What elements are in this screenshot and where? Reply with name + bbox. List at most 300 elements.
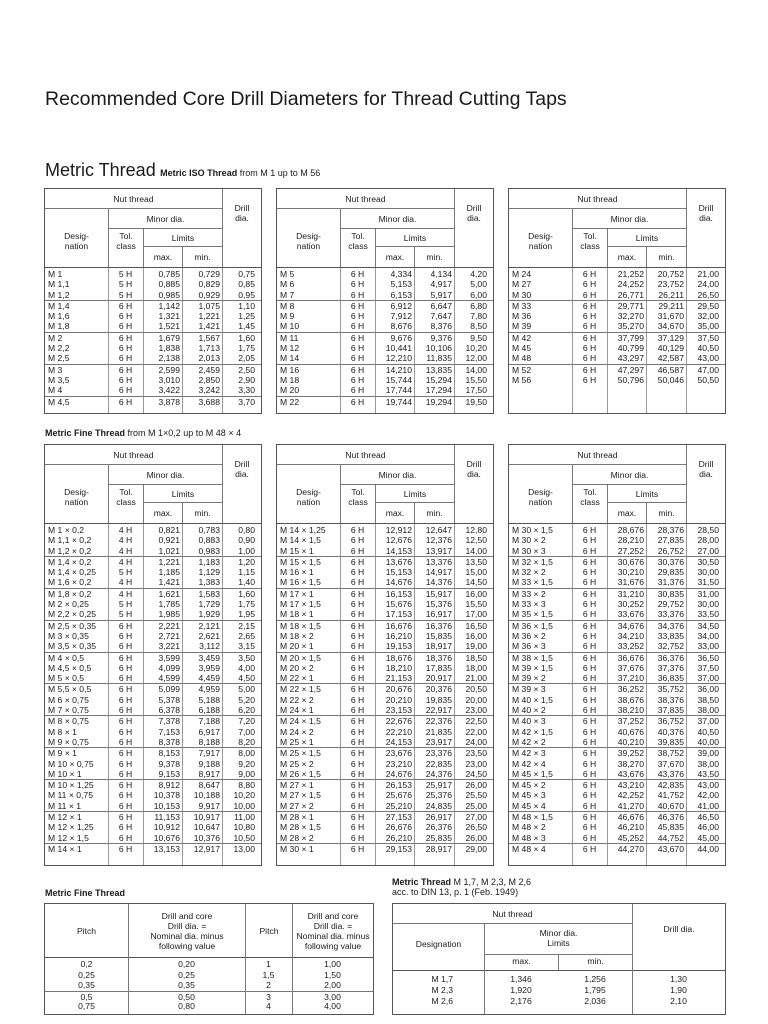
designation-cell: M 27 bbox=[512, 279, 532, 290]
designation-cell: M 15 × 1,5 bbox=[280, 556, 321, 567]
table-row bbox=[277, 577, 493, 587]
tol-class-cell: 6 H bbox=[582, 620, 597, 631]
drill-cell: 1,95 bbox=[238, 609, 255, 620]
designation-cell: M 1,4 bbox=[48, 300, 70, 311]
min-cell: 45,835 bbox=[657, 822, 684, 833]
table-row bbox=[277, 747, 493, 758]
table-row bbox=[509, 609, 725, 619]
tol-class-cell: 6 H bbox=[350, 279, 365, 290]
table-row bbox=[45, 609, 261, 619]
din-minor-label: Minor dia. bbox=[539, 928, 578, 938]
max-cell: 10,676 bbox=[153, 832, 180, 843]
table-row bbox=[45, 779, 261, 790]
designation-cell: M 14 × 1,25 bbox=[280, 525, 326, 535]
tol-class-cell: 6 H bbox=[118, 300, 133, 311]
max-header: max. bbox=[375, 247, 414, 267]
table-row bbox=[509, 759, 725, 769]
fine-thread-table-2 bbox=[276, 444, 494, 866]
max-cell: 16,676 bbox=[385, 620, 412, 631]
din13-table bbox=[392, 903, 726, 1015]
tol-class-cell: 6 H bbox=[582, 269, 597, 279]
max-cell: 12,676 bbox=[385, 535, 412, 546]
min-header: min. bbox=[414, 247, 454, 267]
drill-cell: 3,30 bbox=[238, 385, 255, 396]
min-cell: 4,917 bbox=[430, 279, 452, 290]
nut-thread-header: Nut thread bbox=[277, 189, 454, 209]
max-cell: 30,676 bbox=[617, 556, 644, 567]
max-cell: 9,676 bbox=[390, 332, 412, 343]
designation-cell: M 42 × 1,5 bbox=[512, 726, 553, 737]
drill-cell: 38,50 bbox=[697, 694, 719, 705]
min-cell: 28,376 bbox=[657, 525, 684, 535]
max-cell: 7,153 bbox=[158, 726, 180, 737]
drill-cell: 5,00 bbox=[238, 684, 255, 695]
min-cell: 23,376 bbox=[425, 748, 452, 759]
table-row bbox=[277, 290, 493, 300]
max-cell: 13,153 bbox=[153, 843, 180, 854]
tol-class-cell: 6 H bbox=[582, 812, 597, 823]
designation-cell: M 14 bbox=[280, 353, 300, 364]
drill-header-2-line-4: following value bbox=[304, 940, 362, 951]
table-row bbox=[277, 663, 493, 673]
min-cell: 50,046 bbox=[657, 374, 684, 385]
min-cell: 7,188 bbox=[198, 716, 220, 727]
tol-class-cell: 6 H bbox=[118, 716, 133, 727]
tol-class-cell: 6 H bbox=[582, 790, 597, 801]
min-cell: 25,376 bbox=[425, 790, 452, 801]
designation-cell: M 4,5 bbox=[48, 396, 70, 407]
drill-header-2-line-1: Drill and core bbox=[307, 910, 359, 921]
designation-cell: M 3,5 bbox=[48, 374, 70, 385]
drill-cell: 3,50 bbox=[238, 652, 255, 663]
drill-cell: 10,20 bbox=[233, 790, 255, 801]
tol-class-cell: 6 H bbox=[350, 726, 365, 737]
min-cell: 36,835 bbox=[657, 673, 684, 684]
min-cell: 1,929 bbox=[198, 609, 220, 620]
table-row bbox=[45, 535, 261, 545]
tol-class-header: Tol. class bbox=[572, 229, 607, 267]
fine-thread-table-3 bbox=[508, 444, 726, 866]
tol-class-cell: 6 H bbox=[350, 662, 365, 673]
min-cell: 1,795 bbox=[584, 985, 606, 995]
tol-class-cell: 6 H bbox=[350, 269, 365, 279]
max-cell: 23,153 bbox=[385, 705, 412, 716]
designation-cell: M 10 bbox=[280, 321, 300, 332]
table-row bbox=[45, 811, 261, 822]
designation-cell: M 48 × 2 bbox=[512, 822, 546, 833]
table-row bbox=[509, 652, 725, 663]
tol-class-cell: 6 H bbox=[582, 321, 597, 332]
tol-class-cell: 6 H bbox=[582, 800, 597, 811]
max-cell: 39,252 bbox=[617, 748, 644, 759]
designation-cell: M 6 × 0,75 bbox=[48, 694, 89, 705]
min-cell: 10,188 bbox=[193, 790, 220, 801]
max-cell: 38,270 bbox=[617, 758, 644, 769]
drill-cell: 27,00 bbox=[697, 545, 719, 556]
table-row bbox=[509, 364, 725, 375]
max-cell: 22,210 bbox=[385, 726, 412, 737]
max-cell: 1,621 bbox=[158, 588, 180, 599]
table-row bbox=[509, 588, 725, 599]
max-cell: 8,153 bbox=[158, 748, 180, 759]
drill-cell: 24,00 bbox=[465, 736, 487, 747]
tol-class-cell: 6 H bbox=[118, 758, 133, 769]
max-cell: 8,378 bbox=[158, 736, 180, 747]
tol-class-cell: 4 H bbox=[118, 545, 133, 556]
table-row bbox=[45, 673, 261, 683]
tol-class-header: Tol. class bbox=[108, 485, 143, 523]
designation-header: Desig- nation bbox=[528, 487, 553, 507]
min-cell: 18,376 bbox=[425, 652, 452, 663]
pitch-cell: 1,5 bbox=[262, 969, 275, 980]
limits-header: Limits bbox=[607, 485, 686, 503]
min-cell: 30,376 bbox=[657, 556, 684, 567]
limits-header: Limits bbox=[607, 229, 686, 247]
tol-class-cell: 6 H bbox=[582, 832, 597, 843]
min-cell: 6,917 bbox=[198, 726, 220, 737]
minor-dia-header: Minor dia. bbox=[108, 465, 222, 485]
tol-class-cell: 6 H bbox=[118, 311, 133, 322]
drill-cell: 4,50 bbox=[238, 673, 255, 684]
tol-class-cell: 6 H bbox=[582, 822, 597, 833]
designation-cell: M 2,6 bbox=[431, 996, 453, 1006]
designation-cell: M 30 × 1,5 bbox=[512, 525, 553, 535]
drill-dia-header: Drill dia. bbox=[222, 445, 261, 523]
drill-cell: 1,15 bbox=[238, 567, 255, 578]
designation-cell: M 10 × 0,75 bbox=[48, 758, 94, 769]
drill-cell: 10,50 bbox=[233, 832, 255, 843]
designation-cell: M 30 × 1 bbox=[280, 843, 314, 854]
designation-cell: M 25 × 1 bbox=[280, 736, 314, 747]
drill-cell: 1,75 bbox=[238, 599, 255, 610]
table-row bbox=[45, 705, 261, 715]
tol-class-cell: 6 H bbox=[350, 535, 365, 546]
max-cell: 12,912 bbox=[385, 525, 412, 535]
tol-class-cell: 6 H bbox=[350, 812, 365, 823]
max-cell: 19,153 bbox=[385, 641, 412, 652]
designation-cell: M 1,8 bbox=[48, 321, 70, 332]
table-row bbox=[509, 833, 725, 843]
drill-cell: 0,90 bbox=[238, 535, 255, 546]
tol-class-cell: 6 H bbox=[582, 343, 597, 354]
max-cell: 16,210 bbox=[385, 630, 412, 641]
min-cell: 10,917 bbox=[193, 812, 220, 823]
table-row bbox=[509, 300, 725, 311]
table-row bbox=[45, 290, 261, 300]
designation-cell: M 28 × 2 bbox=[280, 832, 314, 843]
max-cell: 40,210 bbox=[617, 736, 644, 747]
min-header: min. bbox=[414, 503, 454, 523]
min-cell: 20,917 bbox=[425, 673, 452, 684]
table-row bbox=[509, 290, 725, 300]
min-cell: 1,221 bbox=[198, 311, 220, 322]
table-row bbox=[45, 269, 261, 279]
drill-cell: 4,00 bbox=[238, 662, 255, 673]
designation-header: Desig- nation bbox=[64, 487, 89, 507]
pitch-cell: 2 bbox=[266, 980, 271, 991]
table-row bbox=[277, 599, 493, 609]
drill-cell: 29,50 bbox=[697, 300, 719, 311]
max-cell: 18,676 bbox=[385, 652, 412, 663]
tol-class-cell: 6 H bbox=[350, 736, 365, 747]
drill-header-1-line-3: Nominal dia. minus bbox=[150, 930, 224, 941]
pitch-cell: 3 bbox=[266, 991, 271, 1002]
min-cell: 46,376 bbox=[657, 812, 684, 823]
max-cell: 4,599 bbox=[158, 673, 180, 684]
drill-cell: 32,00 bbox=[697, 311, 719, 322]
max-cell: 36,676 bbox=[617, 652, 644, 663]
min-cell: 2,850 bbox=[198, 374, 220, 385]
table-row bbox=[277, 343, 493, 353]
drill-cell: 18,50 bbox=[465, 652, 487, 663]
tol-class-cell: 4 H bbox=[118, 525, 133, 535]
min-cell: 37,835 bbox=[657, 705, 684, 716]
tol-class-cell: 6 H bbox=[582, 768, 597, 779]
table-row bbox=[277, 279, 493, 289]
designation-cell: M 4,5 × 0,5 bbox=[48, 662, 92, 673]
tol-class-cell: 6 H bbox=[350, 620, 365, 631]
designation-cell: M 9 bbox=[280, 311, 295, 322]
designation-cell: M 17 × 1 bbox=[280, 588, 314, 599]
table-row bbox=[45, 620, 261, 631]
designation-cell: M 1,2 × 0,2 bbox=[48, 545, 92, 556]
max-cell: 15,676 bbox=[385, 599, 412, 610]
drill-cell: 26,00 bbox=[465, 832, 487, 843]
max-cell: 1,346 bbox=[510, 974, 532, 984]
tol-class-cell: 6 H bbox=[118, 652, 133, 663]
tol-class-cell: 6 H bbox=[350, 300, 365, 311]
tol-class-cell: 6 H bbox=[118, 343, 133, 354]
min-cell: 34,376 bbox=[657, 620, 684, 631]
tol-class-cell: 6 H bbox=[118, 780, 133, 791]
max-cell: 1,185 bbox=[158, 567, 180, 578]
drill-cell: 20,50 bbox=[465, 684, 487, 695]
drill-cell: 38,00 bbox=[697, 758, 719, 769]
max-cell: 2,721 bbox=[158, 630, 180, 641]
drill-cell: 37,00 bbox=[697, 716, 719, 727]
tol-class-cell: 5 H bbox=[118, 599, 133, 610]
table-row bbox=[277, 769, 493, 779]
tol-class-cell: 6 H bbox=[118, 705, 133, 716]
table-row bbox=[277, 535, 493, 545]
designation-cell: M 20 × 1 bbox=[280, 641, 314, 652]
max-cell: 36,252 bbox=[617, 684, 644, 695]
min-cell: 19,835 bbox=[425, 694, 452, 705]
section-din-note: acc. to DIN 13, p. 1 (Feb. 1949) bbox=[392, 887, 519, 897]
designation-cell: M 42 × 4 bbox=[512, 758, 546, 769]
max-cell: 3,878 bbox=[158, 396, 180, 407]
designation-cell: M 1,6 × 0,2 bbox=[48, 577, 92, 588]
drill-cell: 16,00 bbox=[465, 588, 487, 599]
designation-cell: M 11 × 1 bbox=[48, 800, 82, 811]
max-cell: 30,252 bbox=[617, 599, 644, 610]
table-row bbox=[509, 269, 725, 279]
tol-class-cell: 6 H bbox=[350, 684, 365, 695]
drill-header-2 bbox=[292, 904, 373, 957]
min-cell: 15,917 bbox=[425, 588, 452, 599]
tol-class-cell: 6 H bbox=[350, 588, 365, 599]
table-row bbox=[277, 843, 493, 854]
table-row bbox=[509, 747, 725, 758]
tol-class-cell: 6 H bbox=[582, 311, 597, 322]
min-cell: 43,670 bbox=[657, 843, 684, 854]
tol-class-cell: 6 H bbox=[582, 736, 597, 747]
tol-class-cell: 6 H bbox=[582, 588, 597, 599]
min-cell: 3,112 bbox=[199, 641, 220, 652]
drill-cell: 12,80 bbox=[465, 525, 487, 535]
min-cell: 36,376 bbox=[657, 652, 684, 663]
min-cell: 22,376 bbox=[425, 716, 452, 727]
drill-cell: 9,50 bbox=[470, 332, 487, 343]
designation-cell: M 3 bbox=[48, 364, 63, 375]
max-cell: 46,676 bbox=[617, 812, 644, 823]
max-cell: 32,270 bbox=[617, 311, 644, 322]
table-row bbox=[509, 546, 725, 556]
drill-cell: 37,50 bbox=[697, 332, 719, 343]
tol-class-cell: 6 H bbox=[118, 800, 133, 811]
min-cell: 15,376 bbox=[425, 599, 452, 610]
table-row bbox=[45, 321, 261, 331]
table-row bbox=[45, 353, 261, 363]
designation-cell: M 27 × 1,5 bbox=[280, 790, 321, 801]
nut-thread-header: Nut thread bbox=[277, 445, 454, 465]
max-cell: 21,153 bbox=[385, 673, 412, 684]
tol-class-cell: 6 H bbox=[350, 748, 365, 759]
tol-class-cell: 6 H bbox=[118, 321, 133, 332]
min-cell: 37,129 bbox=[657, 332, 684, 343]
min-cell: 38,376 bbox=[657, 694, 684, 705]
drill-cell: 1,10 bbox=[238, 300, 255, 311]
max-cell: 0,985 bbox=[158, 289, 180, 300]
tol-class-cell: 6 H bbox=[118, 662, 133, 673]
max-cell: 8,912 bbox=[158, 780, 180, 791]
drill-cell: 19,00 bbox=[465, 641, 487, 652]
table-row bbox=[277, 620, 493, 631]
drill-header-1 bbox=[128, 904, 245, 957]
max-cell: 29,153 bbox=[385, 843, 412, 854]
max-cell: 11,153 bbox=[154, 812, 180, 823]
table-row bbox=[277, 641, 493, 651]
drill-cell: 6,80 bbox=[470, 300, 487, 311]
max-cell: 1,021 bbox=[158, 545, 180, 556]
tol-class-cell: 6 H bbox=[350, 641, 365, 652]
designation-cell: M 16 bbox=[280, 364, 300, 375]
tol-class-cell: 6 H bbox=[350, 364, 365, 375]
tol-class-cell: 6 H bbox=[118, 726, 133, 737]
min-cell: 16,917 bbox=[425, 609, 452, 620]
drill-cell: 6,20 bbox=[238, 705, 255, 716]
drill-cell: 46,50 bbox=[697, 812, 719, 823]
drill-cell: 14,00 bbox=[465, 545, 487, 556]
designation-cell: M 26 × 1,5 bbox=[280, 768, 321, 779]
designation-cell: M 12 × 1,25 bbox=[48, 822, 94, 833]
max-header: max. bbox=[607, 247, 646, 267]
din-min-header: min. bbox=[558, 955, 632, 970]
max-cell: 6,153 bbox=[390, 289, 412, 300]
min-cell: 2,036 bbox=[584, 996, 606, 1006]
drill-cell: 5,00 bbox=[470, 279, 487, 290]
designation-cell: M 15 × 1 bbox=[280, 545, 314, 556]
max-cell: 1,221 bbox=[158, 556, 180, 567]
table-row bbox=[277, 556, 493, 567]
pitch-cell: 0,35 bbox=[78, 980, 95, 991]
table-row bbox=[277, 673, 493, 683]
tol-class-cell: 6 H bbox=[118, 396, 133, 407]
section-din-subtitle: M 1,7, M 2,3, M 2,6 bbox=[451, 877, 532, 887]
designation-cell: M 11 bbox=[280, 332, 299, 343]
drill-cell: 23,00 bbox=[465, 705, 487, 716]
designation-cell: M 8 bbox=[280, 300, 295, 311]
max-cell: 23,676 bbox=[385, 748, 412, 759]
tol-class-cell: 6 H bbox=[582, 577, 597, 588]
max-cell: 33,676 bbox=[617, 609, 644, 620]
din-max-header: max. bbox=[484, 955, 558, 970]
drill-core-cell: 0,35 bbox=[178, 980, 195, 991]
min-cell: 12,917 bbox=[193, 843, 220, 854]
tol-class-cell: 6 H bbox=[118, 694, 133, 705]
max-cell: 25,210 bbox=[385, 800, 412, 811]
min-cell: 8,376 bbox=[430, 321, 452, 332]
max-cell: 26,676 bbox=[385, 822, 412, 833]
max-cell: 13,676 bbox=[385, 556, 412, 567]
table-row bbox=[45, 769, 261, 779]
designation-cell: M 33 bbox=[512, 300, 532, 311]
designation-cell: M 39 × 3 bbox=[512, 684, 546, 695]
table-row bbox=[509, 695, 725, 705]
drill-cell: 45,00 bbox=[697, 832, 719, 843]
min-cell: 5,188 bbox=[198, 694, 220, 705]
drill-cell: 20,00 bbox=[465, 694, 487, 705]
max-cell: 26,771 bbox=[617, 289, 644, 300]
max-cell: 38,676 bbox=[617, 694, 644, 705]
metric-thread-table-3 bbox=[508, 188, 726, 414]
tol-class-cell: 6 H bbox=[350, 396, 365, 407]
table-row bbox=[277, 332, 493, 343]
tol-class-cell: 5 H bbox=[118, 279, 133, 290]
din-limits-label: Limits bbox=[547, 938, 570, 948]
min-cell: 41,752 bbox=[657, 790, 684, 801]
drill-cell: 29,00 bbox=[465, 843, 487, 854]
tol-class-cell: 4 H bbox=[118, 535, 133, 546]
drill-cell: 41,00 bbox=[697, 800, 719, 811]
min-cell: 20,752 bbox=[657, 269, 684, 279]
max-cell: 1,421 bbox=[158, 577, 180, 588]
drill-cell: 43,50 bbox=[697, 768, 719, 779]
designation-header: Desig- nation bbox=[296, 487, 321, 507]
max-cell: 5,099 bbox=[158, 684, 180, 695]
minor-dia-header: Minor dia. bbox=[340, 209, 454, 229]
designation-cell: M 18 × 2 bbox=[280, 630, 314, 641]
min-cell: 12,647 bbox=[425, 525, 452, 535]
table-row bbox=[277, 779, 493, 790]
min-cell: 29,752 bbox=[657, 599, 684, 610]
min-header: min. bbox=[182, 247, 222, 267]
pitch-cell: 1 bbox=[266, 959, 271, 969]
designation-cell: M 40 × 1,5 bbox=[512, 694, 553, 705]
pitch-cell: 0,75 bbox=[78, 1001, 95, 1012]
min-cell: 30,835 bbox=[657, 588, 684, 599]
min-cell: 32,752 bbox=[657, 641, 684, 652]
min-cell: 10,376 bbox=[193, 832, 220, 843]
tol-class-cell: 6 H bbox=[350, 630, 365, 641]
min-cell: 17,835 bbox=[425, 662, 452, 673]
tol-class-cell: 6 H bbox=[582, 716, 597, 727]
tol-class-cell: 6 H bbox=[118, 684, 133, 695]
designation-cell: M 7 bbox=[280, 289, 295, 300]
tol-class-cell: 6 H bbox=[350, 652, 365, 663]
table-row bbox=[277, 396, 493, 407]
nut-thread-header: Nut thread bbox=[509, 189, 686, 209]
